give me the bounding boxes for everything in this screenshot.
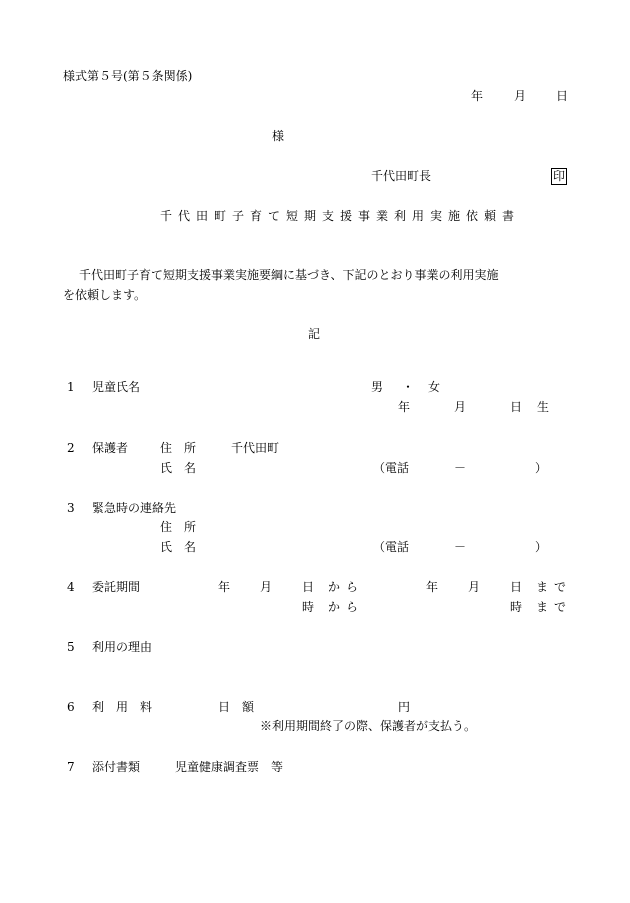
item3-label: 緊急時の連絡先 bbox=[92, 501, 177, 515]
item1-year: 年 bbox=[398, 400, 411, 414]
addressee-suffix: 様 bbox=[272, 129, 285, 143]
item6-yen: 円 bbox=[398, 700, 411, 714]
item2-label: 保護者 bbox=[92, 441, 129, 455]
item1-label: 児童氏名 bbox=[92, 380, 141, 394]
item5-label: 利用の理由 bbox=[92, 640, 153, 654]
item3-name-label: 氏 名 bbox=[160, 540, 197, 554]
item7-value: 児童健康調査票 等 bbox=[175, 760, 284, 774]
item4-start-day: 日 bbox=[302, 580, 315, 594]
item2-phone-open: （電話 bbox=[373, 461, 410, 475]
document-title: 千代田町子育て短期支援事業利用実施依頼書 bbox=[160, 209, 521, 223]
item5-number: 5 bbox=[67, 640, 75, 654]
item1-separator: ・ bbox=[402, 380, 415, 394]
item4-start-hour: 時 bbox=[302, 600, 315, 614]
item7-number: 7 bbox=[67, 760, 75, 774]
item4-start-from: から bbox=[328, 580, 365, 594]
item4-label: 委託期間 bbox=[92, 580, 141, 594]
item6-note: ※利用期間終了の際、保護者が支払う。 bbox=[260, 719, 477, 733]
item3-phone-open: （電話 bbox=[373, 540, 410, 554]
item1-male: 男 bbox=[371, 380, 384, 394]
item4-start-month: 月 bbox=[260, 580, 273, 594]
date-day-label: 日 bbox=[556, 89, 569, 103]
item2-number: 2 bbox=[67, 441, 75, 455]
date-year-label: 年 bbox=[471, 89, 484, 103]
item1-day: 日 bbox=[510, 400, 523, 414]
item4-end-day: 日 bbox=[510, 580, 523, 594]
item1-month: 月 bbox=[454, 400, 467, 414]
item3-phone-close: ） bbox=[535, 540, 548, 554]
item6-label: 利 用 料 bbox=[92, 700, 153, 714]
item3-phone-dash: － bbox=[454, 540, 467, 554]
item4-end-to: まで bbox=[536, 580, 573, 594]
form-number: 様式第５号(第５条関係) bbox=[63, 69, 193, 83]
item3-number: 3 bbox=[67, 501, 75, 515]
seal-mark: 印 bbox=[553, 169, 566, 183]
item4-end-hour: 時 bbox=[510, 600, 523, 614]
item6-daily-label: 日 額 bbox=[218, 700, 255, 714]
intro-text-line2: を依頼します。 bbox=[63, 288, 147, 302]
item4-end-month: 月 bbox=[468, 580, 481, 594]
item4-hour-to: まで bbox=[536, 600, 573, 614]
item2-address-label: 住 所 bbox=[160, 441, 197, 455]
item4-end-year: 年 bbox=[426, 580, 439, 594]
item1-female: 女 bbox=[428, 380, 441, 394]
item2-phone-dash: － bbox=[454, 461, 467, 475]
item3-address-label: 住 所 bbox=[160, 520, 197, 534]
item4-start-year: 年 bbox=[218, 580, 231, 594]
item1-birth: 生 bbox=[537, 400, 550, 414]
item2-name-label: 氏 名 bbox=[160, 461, 197, 475]
ki-marker: 記 bbox=[308, 327, 321, 341]
item2-address-value: 千代田町 bbox=[231, 441, 280, 455]
item4-hour-from: から bbox=[328, 600, 365, 614]
item6-number: 6 bbox=[67, 700, 75, 714]
item2-phone-close: ） bbox=[535, 461, 548, 475]
date-month-label: 月 bbox=[514, 89, 527, 103]
issuer-title: 千代田町長 bbox=[371, 169, 432, 183]
item1-number: 1 bbox=[67, 380, 75, 394]
intro-text-line1: 千代田町子育て短期支援事業実施要綱に基づき、下記のとおり事業の利用実施 bbox=[79, 268, 499, 282]
item4-number: 4 bbox=[67, 580, 75, 594]
item7-label: 添付書類 bbox=[92, 760, 141, 774]
